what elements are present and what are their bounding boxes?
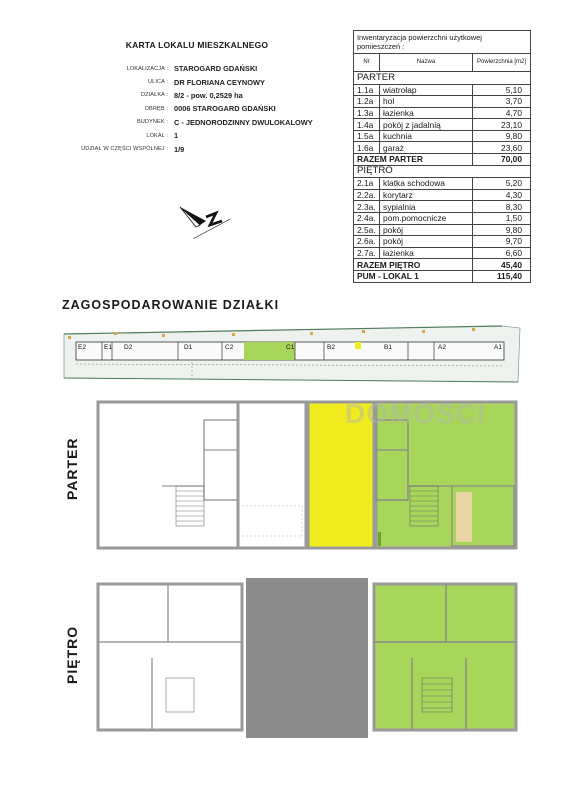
info-row [62,129,352,142]
watermark: DOMOSCI [345,398,486,429]
room-area: 5,20 [473,178,531,190]
info-value: 1/9 [174,144,185,154]
info-row [62,142,352,155]
room-nr: 2.6a. [354,236,380,248]
room-area: 4,30 [473,189,531,201]
room-name: pom.pomocnicze [380,212,473,224]
room-name: pokój [380,236,473,248]
info-row [62,102,352,115]
site-plan-title: ZAGOSPODAROWANIE DZIAŁKI [62,298,280,312]
room-nr: 1.6a [354,142,380,154]
info-label: LOKALIZACJA : [126,65,168,72]
table-row [354,212,531,224]
room-nr: 2.2a. [354,189,380,201]
inventory-table [353,30,531,283]
room-name: pokój z jadalnią [380,119,473,131]
table-row [354,84,531,96]
column-header-name: Nazwa [380,54,473,72]
info-row [62,116,352,129]
section-pietro: PIĘTRO [354,165,531,178]
room-area: 1,50 [473,212,531,224]
north-arrow-icon [176,203,238,243]
room-area: 9,70 [473,236,531,248]
table-row [354,107,531,119]
parter-total-value: 70,00 [473,154,531,166]
table-row [354,189,531,201]
room-name: sypialnia [380,201,473,213]
table-row [354,142,531,154]
room-area: 9,80 [473,130,531,142]
parter-total-label: RAZEM PARTER [354,154,473,166]
room-nr: 2.7a. [354,247,380,259]
room-nr: 2.3a. [354,201,380,213]
unit-label-d1: D1 [184,344,193,351]
info-value: 1 [174,131,179,141]
property-info [62,62,352,156]
room-name: klatka schodowa [380,178,473,190]
info-value: DR FLORIANA CEYNOWY [174,77,265,87]
room-area: 23,60 [473,142,531,154]
room-name: łazienka [380,247,473,259]
table-row [354,178,531,190]
room-nr: 2.5a. [354,224,380,236]
room-nr: 1.3a [354,107,380,119]
column-header-area: Powierzchnia [m2] [473,54,531,72]
table-row [354,130,531,142]
room-name: łazienka [380,107,473,119]
room-name: hol [380,96,473,108]
unit-label-d2: D2 [124,344,133,351]
room-area: 6,60 [473,247,531,259]
room-name: pokój [380,224,473,236]
room-nr: 2.1a [354,178,380,190]
parter-label: PARTER [64,437,80,500]
pietro-label: PIĘTRO [64,625,80,684]
room-nr: 2.4a. [354,212,380,224]
pietro-total-label: RAZEM PIĘTRO [354,259,473,271]
inventory-title: Inwentaryzacja powierzchni użytkowej pomieszczeń : [354,31,531,54]
unit-label-c2: C2 [225,344,234,351]
info-label: LOKAL : [146,132,168,139]
info-label: DZIAŁKA : [140,92,168,99]
room-area: 8,30 [473,201,531,213]
room-area: 3,70 [473,96,531,108]
info-value: 0006 STAROGARD GDAŃSKI [174,104,276,114]
room-name: garaż [380,142,473,154]
unit-label-b1: B1 [384,344,392,351]
room-area: 9,80 [473,224,531,236]
pum-total-label: PUM - LOKAL 1 [354,270,473,282]
room-nr: 1.1a [354,84,380,96]
column-header-nr: Nr [354,54,380,72]
info-row [62,75,352,88]
table-row [354,201,531,213]
room-area: 23,10 [473,119,531,131]
room-name: korytarz [380,189,473,201]
unit-label-e2: E2 [78,344,86,351]
info-value: STAROGARD GDAŃSKI [174,64,258,74]
unit-label-a2: A2 [438,344,446,351]
room-nr: 1.4a [354,119,380,131]
unit-label-c1: C1 [286,344,295,351]
unit-label-a1: A1 [494,344,502,351]
section-parter: PARTER [354,72,531,85]
table-row [354,236,531,248]
info-value: 8/2 - pow. 0,2529 ha [174,90,243,100]
info-label: ULICA : [148,79,168,86]
room-nr: 1.2a [354,96,380,108]
room-name: kuchnia [380,130,473,142]
card-title: KARTA LOKALU MIESZKALNEGO [125,40,269,50]
room-nr: 1.5a [354,130,380,142]
info-value: C - JEDNORODZINNY DWULOKALOWY [174,117,313,127]
neighbor-unit-block [246,578,368,738]
room-area: 4,70 [473,107,531,119]
room-area: 5,10 [473,84,531,96]
info-label: OBRĘB : [144,105,168,112]
table-row [354,96,531,108]
room-name: wiatrołap [380,84,473,96]
table-row [354,119,531,131]
info-label: BUDYNEK : [136,119,168,126]
table-row [354,224,531,236]
site-plan [62,318,522,384]
info-label: UDZIAŁ W CZĘŚCI WSPÓLNEJ : [81,146,168,153]
unit-label-e1: E1 [104,344,112,351]
info-row [62,89,352,102]
pietro-floor-plan [92,578,522,738]
pietro-total-value: 45,40 [473,259,531,271]
table-row [354,247,531,259]
pum-total-value: 115,40 [473,270,531,282]
info-row [62,62,352,75]
unit-label-b2: B2 [327,344,335,351]
